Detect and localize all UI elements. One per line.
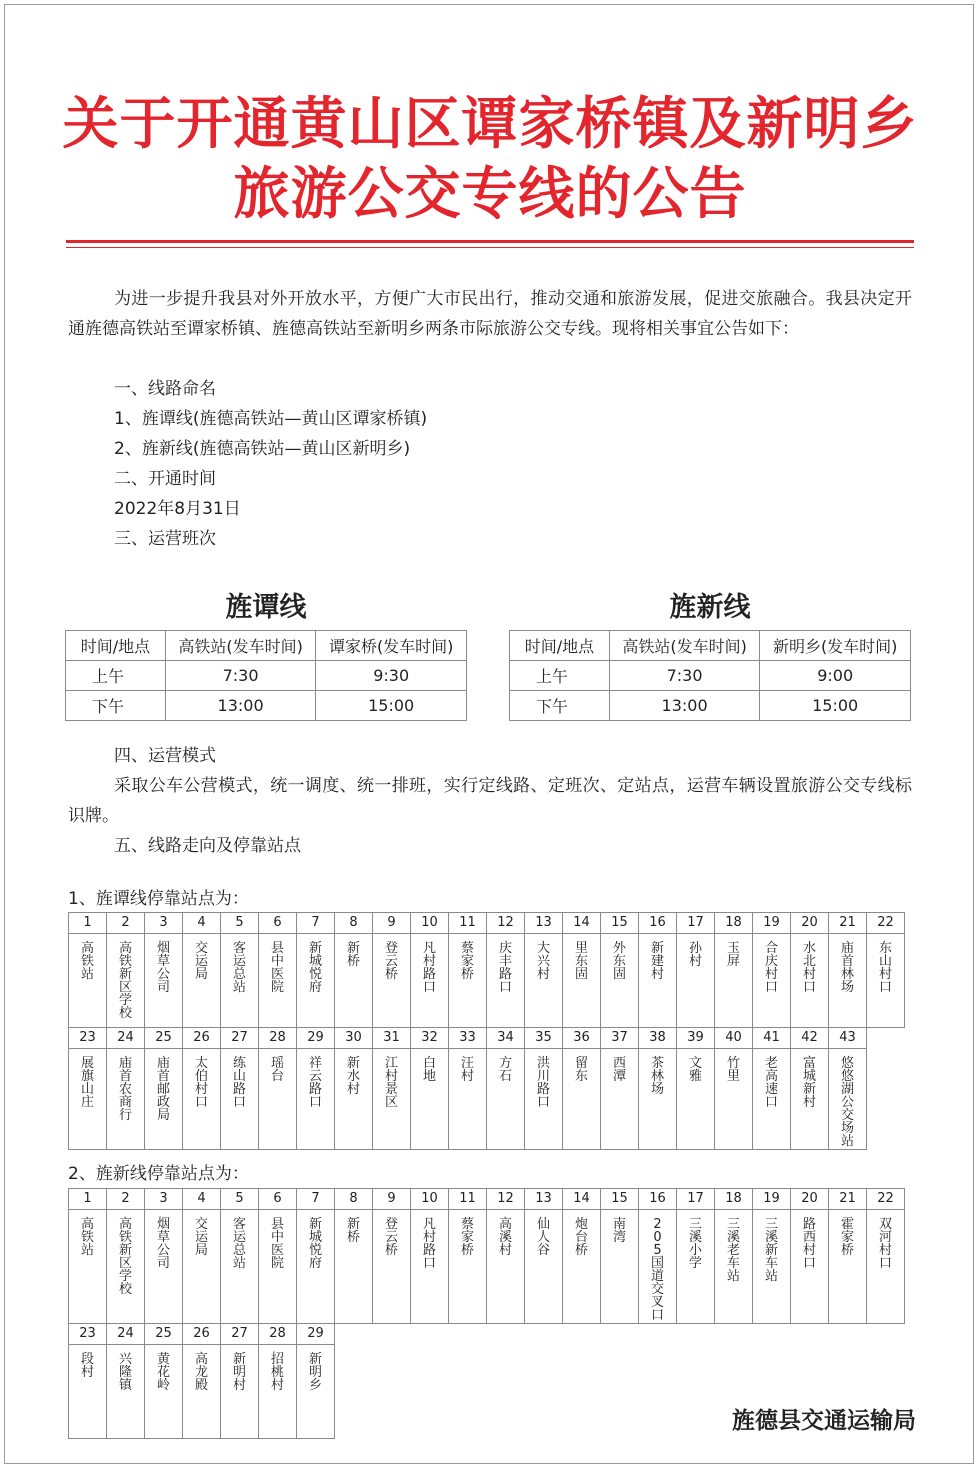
schedule-row — [510, 691, 911, 721]
stop-name-text: 县中医院 — [270, 941, 284, 995]
stop-name-text: 新明村 — [232, 1352, 246, 1393]
stop-name-text: 老高速口 — [764, 1056, 778, 1110]
schedule-row — [66, 691, 467, 721]
stop-name — [525, 1210, 563, 1324]
stop-name — [601, 1049, 639, 1150]
stop-name — [259, 934, 297, 1028]
stop-name-text: 三溪小学 — [688, 1217, 702, 1271]
empty-cell — [639, 1345, 677, 1439]
stop-name — [639, 1210, 677, 1324]
stop-name — [221, 1210, 259, 1324]
stops2-label: 2、旌新线停靠站点为： — [68, 1164, 249, 1184]
empty-cell — [411, 1324, 449, 1345]
empty-cell — [715, 1324, 753, 1345]
stop-name-text: 登云桥 — [384, 941, 398, 982]
schedule-left-title: 旌谭线 — [225, 592, 307, 623]
stop-number: 11 — [449, 1189, 487, 1210]
stop-number: 2 — [107, 1189, 145, 1210]
stop-number: 16 — [639, 913, 677, 934]
stop-name — [791, 1049, 829, 1150]
schedule-row — [510, 661, 911, 691]
stop-name — [411, 1210, 449, 1324]
stop-number: 8 — [335, 913, 373, 934]
stop-name — [335, 1210, 373, 1324]
stop-number: 18 — [715, 1189, 753, 1210]
stop-name-text: 三溪新车站 — [764, 1217, 778, 1284]
stop-name — [715, 1210, 753, 1324]
stop-number: 29 — [297, 1028, 335, 1049]
stop-name-text: 悠悠湖公交场站 — [840, 1056, 854, 1149]
stop-number-row — [69, 1324, 905, 1345]
stop-number: 1 — [69, 1189, 107, 1210]
stop-name-text: 洪川路口 — [536, 1056, 550, 1110]
stop-name-text: 交运局 — [194, 1217, 208, 1258]
empty-cell — [525, 1324, 563, 1345]
stop-name-row — [69, 1210, 905, 1324]
stop-number: 20 — [791, 1189, 829, 1210]
empty-cell — [867, 1049, 905, 1150]
stop-name — [107, 1345, 145, 1439]
stop-name — [221, 934, 259, 1028]
stop-name — [563, 1049, 601, 1150]
stop-name-text: 江村景区 — [384, 1056, 398, 1110]
title-line-2: 旅游公交专线的公告 — [233, 161, 747, 227]
schedule-time: 15:00 — [760, 691, 911, 721]
empty-cell — [677, 1345, 715, 1439]
stop-number: 10 — [411, 1189, 449, 1210]
stop-name — [563, 1210, 601, 1324]
stop-name-text: 新桥 — [346, 941, 360, 969]
stop-number: 23 — [69, 1324, 107, 1345]
empty-cell — [449, 1324, 487, 1345]
schedule-header-cell: 时间/地点 — [510, 631, 610, 661]
stop-name — [183, 1049, 221, 1150]
stop-name-text: 烟草公司 — [156, 941, 170, 995]
stop-name-text: 东山村口 — [878, 941, 892, 995]
stop-number: 12 — [487, 913, 525, 934]
stop-name — [753, 1210, 791, 1324]
schedule-time: 15:00 — [316, 691, 467, 721]
stop-name — [69, 1049, 107, 1150]
stop-number: 25 — [145, 1028, 183, 1049]
stop-number-row — [69, 1189, 905, 1210]
stop-number: 2 — [107, 913, 145, 934]
stop-name-text: 高铁站 — [80, 1217, 94, 1258]
stop-name — [829, 1210, 867, 1324]
stop-number: 5 — [221, 1189, 259, 1210]
stop-name — [221, 1345, 259, 1439]
stop-number: 36 — [563, 1028, 601, 1049]
stop-name — [297, 934, 335, 1028]
stop-name-text: 留东 — [574, 1056, 588, 1084]
empty-cell — [601, 1345, 639, 1439]
stop-name-text: 水北村口 — [802, 941, 816, 995]
stop-name — [373, 1049, 411, 1150]
stop-name-text: 交运局 — [194, 941, 208, 982]
stop-name-text: 三溪老车站 — [726, 1217, 740, 1284]
stop-name-text: 蔡家桥 — [460, 1217, 474, 1258]
stop-name-text: 新明乡 — [308, 1352, 322, 1393]
empty-cell — [601, 1324, 639, 1345]
stop-name — [297, 1210, 335, 1324]
stop-name — [107, 934, 145, 1028]
stop-name-text: 高铁站 — [80, 941, 94, 982]
stop-name — [335, 1049, 373, 1150]
stop-number-row — [69, 913, 905, 934]
stop-name-text: 庙首农商行 — [118, 1056, 132, 1123]
stop-name — [449, 1210, 487, 1324]
stop-name — [867, 934, 905, 1028]
stop-name — [411, 1049, 449, 1150]
stop-name — [867, 1210, 905, 1324]
stop-name-text: 招桃村 — [270, 1352, 284, 1393]
schedule-header-cell: 时间/地点 — [66, 631, 166, 661]
stop-name-text: 路西村口 — [802, 1217, 816, 1271]
stop-number: 13 — [525, 913, 563, 934]
schedule-time: 7:30 — [609, 661, 760, 691]
intro-paragraph: 为进一步提升我县对外开放水平，方便广大市民出行，推动交通和旅游发展，促进交旅融合。我县决定开通旌德高铁站至谭家桥镇、旌德高铁站至新明乡两条市际旅游公交专线。现将相关事宜公告如下： — [68, 289, 912, 339]
stop-number: 33 — [449, 1028, 487, 1049]
stop-number: 21 — [829, 1189, 867, 1210]
empty-cell — [373, 1345, 411, 1439]
stop-name-text: 仙人谷 — [536, 1217, 550, 1258]
schedule-period: 上午 — [66, 661, 166, 691]
stop-name — [715, 934, 753, 1028]
empty-cell — [525, 1345, 563, 1439]
schedule-period: 上午 — [510, 661, 610, 691]
stop-number: 24 — [107, 1028, 145, 1049]
stop-number: 5 — [221, 913, 259, 934]
stop-name — [677, 934, 715, 1028]
schedule-header-row — [66, 631, 467, 661]
stop-name-text: 外东固 — [612, 941, 626, 982]
stop-name — [145, 934, 183, 1028]
stop-name-text: 烟草公司 — [156, 1217, 170, 1271]
stop-number: 4 — [183, 913, 221, 934]
stop-name — [487, 934, 525, 1028]
schedule-right-table — [509, 630, 911, 721]
stop-name-text: 新建村 — [650, 941, 664, 982]
stop-name — [715, 1049, 753, 1150]
stop-name-text: 太伯村口 — [194, 1056, 208, 1110]
stop-name — [449, 934, 487, 1028]
stop-number: 17 — [677, 1189, 715, 1210]
stop-number: 14 — [563, 1189, 601, 1210]
stop-number: 31 — [373, 1028, 411, 1049]
stop-name — [753, 1049, 791, 1150]
stop-name — [373, 934, 411, 1028]
stop-number: 39 — [677, 1028, 715, 1049]
stop-name — [525, 934, 563, 1028]
stop-number: 15 — [601, 1189, 639, 1210]
section3-heading: 三、运营班次 — [114, 529, 216, 549]
section5-heading: 五、线路走向及停靠站点 — [114, 836, 301, 856]
stop-name-text: 孙村 — [688, 941, 702, 969]
stop-number: 43 — [829, 1028, 867, 1049]
stop-name — [601, 934, 639, 1028]
stop-number: 28 — [259, 1028, 297, 1049]
stop-name — [449, 1049, 487, 1150]
schedule-time: 7:30 — [165, 661, 316, 691]
schedule-period: 下午 — [66, 691, 166, 721]
stop-name-text: 双河村口 — [878, 1217, 892, 1271]
stop-name — [69, 934, 107, 1028]
stop-name — [487, 1049, 525, 1150]
route2-name: 2、旌新线(旌德高铁站—黄山区新明乡) — [114, 439, 411, 459]
stop-name-text: 新城悦府 — [308, 941, 322, 995]
stop-name — [183, 1210, 221, 1324]
stop-name-text: 兴隆镇 — [118, 1352, 132, 1393]
stop-name-text: 竹里 — [726, 1056, 740, 1084]
stop-number: 16 — [639, 1189, 677, 1210]
stop-name — [221, 1049, 259, 1150]
stop-name-text: 高铁新区学校 — [118, 941, 132, 1021]
stop-name-text: 高溪村 — [498, 1217, 512, 1258]
stop-name — [373, 1210, 411, 1324]
schedule-time: 13:00 — [609, 691, 760, 721]
stop-number: 40 — [715, 1028, 753, 1049]
stop-name — [107, 1049, 145, 1150]
stop-number: 11 — [449, 913, 487, 934]
stop-name-text: 霍家桥 — [840, 1217, 854, 1258]
stop-name — [677, 1210, 715, 1324]
empty-cell — [639, 1324, 677, 1345]
stop-name — [69, 1210, 107, 1324]
stop-number: 37 — [601, 1028, 639, 1049]
empty-cell — [867, 1324, 905, 1345]
stop-number: 38 — [639, 1028, 677, 1049]
stop-number: 6 — [259, 913, 297, 934]
stop-number: 8 — [335, 1189, 373, 1210]
stop-name-text: 新桥 — [346, 1217, 360, 1245]
stop-name — [145, 1049, 183, 1150]
stop-name-text: 庙首林场 — [840, 941, 854, 995]
stop-name — [791, 1210, 829, 1324]
schedule-header-cell: 高铁站(发车时间) — [609, 631, 760, 661]
stop-name — [107, 1210, 145, 1324]
title-rule-thin — [66, 247, 914, 248]
stop-name-text: 方石 — [498, 1056, 512, 1084]
empty-cell — [373, 1324, 411, 1345]
stop-number: 7 — [297, 913, 335, 934]
stop-number: 30 — [335, 1028, 373, 1049]
schedule-header-cell: 谭家桥(发车时间) — [316, 631, 467, 661]
stop-name — [297, 1345, 335, 1439]
stop-name — [639, 934, 677, 1028]
schedule-right-title: 旌新线 — [669, 592, 751, 623]
empty-cell — [487, 1345, 525, 1439]
stop-name-text: 205国道交叉口 — [650, 1217, 664, 1323]
stop-name-text: 茶林场 — [650, 1056, 664, 1097]
empty-cell — [335, 1324, 373, 1345]
schedule-period: 下午 — [510, 691, 610, 721]
stop-name-text: 展旗山庄 — [80, 1056, 94, 1110]
stop-number: 34 — [487, 1028, 525, 1049]
stop-number: 10 — [411, 913, 449, 934]
stop-number: 3 — [145, 913, 183, 934]
stop-name-text: 白地 — [422, 1056, 436, 1084]
stop-name-text: 凡村路口 — [422, 941, 436, 995]
stop-number: 41 — [753, 1028, 791, 1049]
stop-name — [753, 934, 791, 1028]
stop-name-text: 祥云路口 — [308, 1056, 322, 1110]
stop-name — [145, 1345, 183, 1439]
stop-name — [791, 934, 829, 1028]
section2-heading: 二、开通时间 — [114, 469, 216, 489]
stop-name — [411, 934, 449, 1028]
stop-number: 17 — [677, 913, 715, 934]
title-rule-thick — [66, 240, 914, 243]
stop-name-text: 客运总站 — [232, 941, 246, 995]
stop-name — [563, 934, 601, 1028]
stop-number: 3 — [145, 1189, 183, 1210]
stop-number: 25 — [145, 1324, 183, 1345]
section1-heading: 一、线路命名 — [114, 379, 216, 399]
empty-cell — [487, 1324, 525, 1345]
stop-number: 27 — [221, 1324, 259, 1345]
open-date: 2022年8月31日 — [114, 499, 241, 519]
stop-name-text: 庆丰路口 — [498, 941, 512, 995]
empty-cell — [829, 1324, 867, 1345]
stop-name-text: 合庆村口 — [764, 941, 778, 995]
schedule-time: 9:00 — [760, 661, 911, 691]
stop-number: 35 — [525, 1028, 563, 1049]
title-line-1: 关于开通黄山区谭家桥镇及新明乡 — [62, 91, 918, 157]
stop-number: 27 — [221, 1028, 259, 1049]
stop-name — [829, 934, 867, 1028]
stop-name — [259, 1049, 297, 1150]
stop-name-text: 汪村 — [460, 1056, 474, 1084]
stop-name-text: 高龙殿 — [194, 1352, 208, 1393]
stop-name — [145, 1210, 183, 1324]
section4-text: 采取公车公营模式，统一调度、统一排班，实行定线路、定班次、定站点，运营车辆设置旅游公交专线标识牌。 — [68, 776, 912, 826]
empty-cell — [791, 1324, 829, 1345]
stop-name-text: 客运总站 — [232, 1217, 246, 1271]
schedule-time: 9:30 — [316, 661, 467, 691]
route1-name: 1、旌谭线(旌德高铁站—黄山区谭家桥镇) — [114, 409, 428, 429]
stop-name-text: 里东固 — [574, 941, 588, 982]
stop-number: 26 — [183, 1028, 221, 1049]
stop-name-text: 炮台桥 — [574, 1217, 588, 1258]
stop-name — [297, 1049, 335, 1150]
schedule-header-cell: 新明乡(发车时间) — [760, 631, 911, 661]
stop-number: 13 — [525, 1189, 563, 1210]
schedule-row — [66, 661, 467, 691]
stop-number: 22 — [867, 1189, 905, 1210]
stop-number: 29 — [297, 1324, 335, 1345]
stop-name-text: 文雅 — [688, 1056, 702, 1084]
stop-number: 28 — [259, 1324, 297, 1345]
stop-number: 19 — [753, 1189, 791, 1210]
schedule-header-row — [510, 631, 911, 661]
stop-name-text: 高铁新区学校 — [118, 1217, 132, 1297]
stop-number-row — [69, 1028, 905, 1049]
stop-name — [829, 1049, 867, 1150]
empty-cell — [563, 1324, 601, 1345]
empty-cell — [563, 1345, 601, 1439]
stop-number: 4 — [183, 1189, 221, 1210]
stop-number: 6 — [259, 1189, 297, 1210]
stop-number: 15 — [601, 913, 639, 934]
stop-number: 7 — [297, 1189, 335, 1210]
stop-name-text: 南湾 — [612, 1217, 626, 1245]
empty-cell — [411, 1345, 449, 1439]
stop-name-row — [69, 1049, 905, 1150]
schedule-left-table — [65, 630, 467, 721]
stop-number: 42 — [791, 1028, 829, 1049]
issuer-signature: 旌德县交通运输局 — [732, 1407, 916, 1434]
stop-name — [259, 1345, 297, 1439]
section4-heading: 四、运营模式 — [114, 746, 216, 766]
stop-number: 21 — [829, 913, 867, 934]
stop-name-text: 富城新村 — [802, 1056, 816, 1110]
stop-number: 14 — [563, 913, 601, 934]
stop-name — [525, 1049, 563, 1150]
stop-name — [601, 1210, 639, 1324]
stop-name-row — [69, 934, 905, 1028]
stop-name-text: 段村 — [80, 1352, 94, 1380]
empty-cell — [753, 1324, 791, 1345]
stop-number: 26 — [183, 1324, 221, 1345]
stop-name — [183, 1345, 221, 1439]
stop-number: 9 — [373, 913, 411, 934]
stop-name — [677, 1049, 715, 1150]
empty-cell — [449, 1345, 487, 1439]
schedule-header-cell: 高铁站(发车时间) — [165, 631, 316, 661]
stop-name-text: 蔡家桥 — [460, 941, 474, 982]
stop-name — [69, 1345, 107, 1439]
empty-cell — [335, 1345, 373, 1439]
stops1-table — [68, 912, 905, 1150]
stop-number: 19 — [753, 913, 791, 934]
stop-name-text: 练山路口 — [232, 1056, 246, 1110]
stop-name — [487, 1210, 525, 1324]
stop-number: 22 — [867, 913, 905, 934]
stop-name-text: 玉屏 — [726, 941, 740, 969]
stop-name-text: 西潭 — [612, 1056, 626, 1084]
empty-cell — [867, 1028, 905, 1049]
stop-name — [183, 934, 221, 1028]
stop-number: 9 — [373, 1189, 411, 1210]
stop-name-text: 新城悦府 — [308, 1217, 322, 1271]
stop-name — [335, 934, 373, 1028]
stop-name-text: 新水村 — [346, 1056, 360, 1097]
stop-name-text: 庙首邮政局 — [156, 1056, 170, 1123]
stop-number: 24 — [107, 1324, 145, 1345]
stops1-label: 1、旌谭线停靠站点为： — [68, 889, 249, 909]
stop-number: 32 — [411, 1028, 449, 1049]
stop-name-text: 登云桥 — [384, 1217, 398, 1258]
stop-name-text: 县中医院 — [270, 1217, 284, 1271]
stop-number: 1 — [69, 913, 107, 934]
stop-number: 20 — [791, 913, 829, 934]
stop-name — [639, 1049, 677, 1150]
stop-name-text: 瑶台 — [270, 1056, 284, 1084]
stop-number: 18 — [715, 913, 753, 934]
empty-cell — [677, 1324, 715, 1345]
stop-number: 12 — [487, 1189, 525, 1210]
stop-name-text: 凡村路口 — [422, 1217, 436, 1271]
schedule-time: 13:00 — [165, 691, 316, 721]
stop-name — [259, 1210, 297, 1324]
stop-name-text: 大兴村 — [536, 941, 550, 982]
stop-name-text: 黄花岭 — [156, 1352, 170, 1393]
stop-number: 23 — [69, 1028, 107, 1049]
